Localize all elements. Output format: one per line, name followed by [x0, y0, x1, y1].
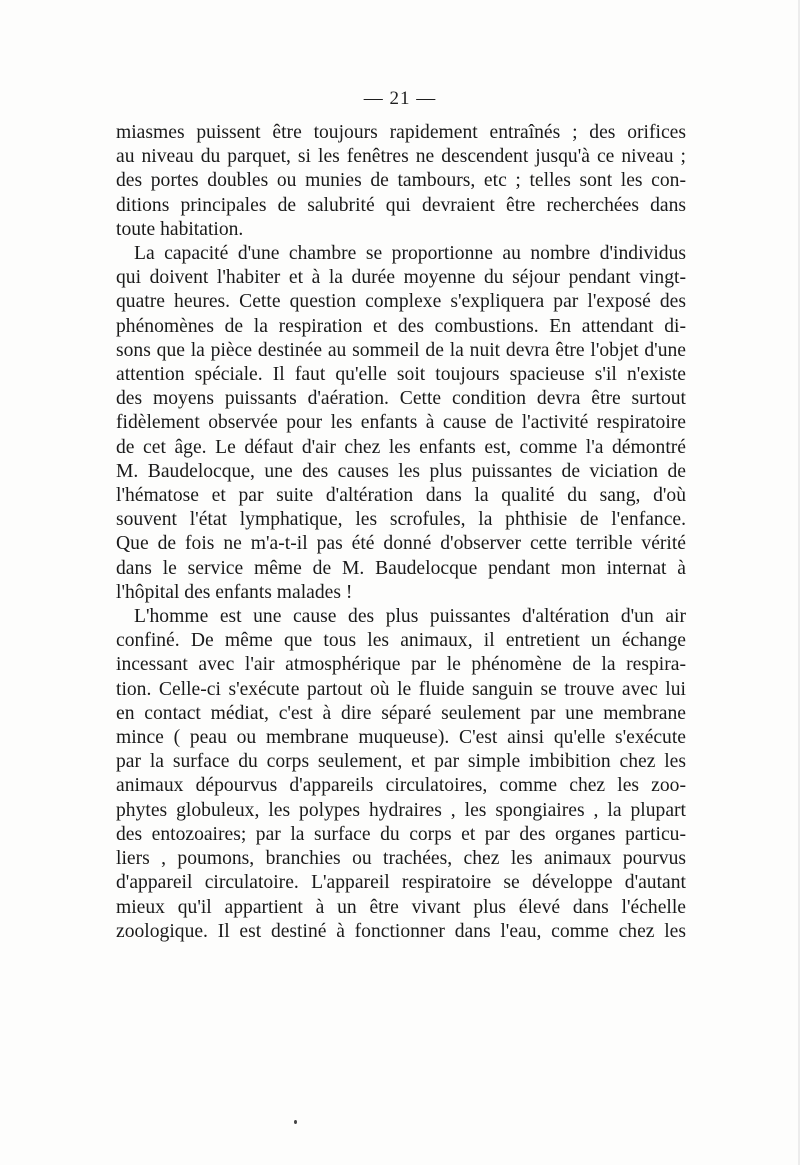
text-line: d'appareil circulatoire. L'appareil respiratoire se développe d'autant: [116, 872, 686, 894]
text-line: mince ( peau ou membrane muqueuse). C'est ainsi qu'elle s'exécute: [116, 727, 686, 749]
text-line: sons que la pièce destinée au sommeil de la nuit devra être l'objet d'une: [116, 339, 686, 361]
text-line: quatre heures. Cette question complexe s'expliquera par l'exposé des: [116, 291, 686, 313]
text-line: des moyens puissants d'aération. Cette condition devra être surtout: [116, 388, 686, 410]
text-line: par la surface du corps seulement, et par simple imbibition chez les: [116, 751, 686, 773]
text-line: souvent l'état lymphatique, les scrofules, la phthisie de l'enfance.: [116, 509, 686, 531]
text-line: incessant avec l'air atmosphérique par le phénomène de la respira-: [116, 654, 686, 676]
text-line: l'hôpital des enfants malades !: [116, 581, 353, 603]
text-line: animaux dépourvus d'appareils circulatoires, comme chez les zoo-: [116, 775, 686, 797]
text-line: fidèlement observée pour les enfants à cause de l'activité respiratoire: [116, 412, 686, 434]
text-line: miasmes puissent être toujours rapidement entraînés ; des orifices: [116, 122, 686, 143]
page-number: — 21 —: [363, 88, 437, 109]
text-line: attention spéciale. Il faut qu'elle soit toujours spacieuse s'il n'existe: [116, 364, 686, 386]
text-line: ditions principales de salubrité qui devraient être recherchées dans: [116, 194, 686, 216]
text-line: toute habitation.: [116, 218, 244, 240]
text-line: des entozoaires; par la surface du corps et par des organes particu-: [116, 823, 686, 845]
text-line: La capacité d'une chambre se proportionne au nombre d'individus: [134, 243, 686, 265]
text-line: L'homme est une cause des plus puissantes d'altération d'un air: [134, 606, 686, 628]
paragraph-room-capacity: [116, 242, 686, 605]
paragraph-respiration: [116, 605, 686, 944]
text-line: des portes doubles ou munies de tambours, etc ; telles sont les con-: [116, 170, 686, 192]
text-line: liers , poumons, branchies ou trachées, chez les animaux pourvus: [116, 848, 686, 870]
paragraph-salubrity: [116, 121, 686, 242]
text-line: zoologique. Il est destiné à fonctionner dans l'eau, comme chez les: [116, 920, 686, 942]
ink-speck: [294, 1120, 297, 1124]
text-line: en contact médiat, c'est à dire séparé seulement par une membrane: [116, 702, 686, 724]
text-line: tion. Celle-ci s'exécute partout où le fluide sanguin se trouve avec lui: [116, 678, 686, 700]
text-line: confiné. De même que tous les animaux, il entretient un échange: [116, 630, 686, 652]
text-line: mieux qu'il appartient à un être vivant plus élevé dans l'échelle: [116, 896, 686, 918]
body-text: [116, 121, 686, 944]
text-line: phytes globuleux, les polypes hydraires , les spongiaires , la plupart: [116, 799, 686, 821]
text-line: Que de fois ne m'a-t-il pas été donné d'observer cette terrible vérité: [116, 533, 686, 555]
text-line: phénomènes de la respiration et des combustions. En attendant di-: [116, 315, 686, 337]
text-line: qui doivent l'habiter et à la durée moyenne du séjour pendant vingt-: [116, 267, 686, 289]
text-line: au niveau du parquet, si les fenêtres ne descendent jusqu'à ce niveau ;: [116, 146, 686, 168]
text-line: dans le service même de M. Baudelocque pendant mon internat à: [116, 557, 686, 579]
text-line: l'hématose et par suite d'altération dans la qualité du sang, d'où: [116, 485, 686, 507]
text-line: de cet âge. Le défaut d'air chez les enfants est, comme l'a démontré: [116, 436, 686, 458]
text-line: M. Baudelocque, une des causes les plus puissantes de viciation de: [116, 460, 686, 482]
